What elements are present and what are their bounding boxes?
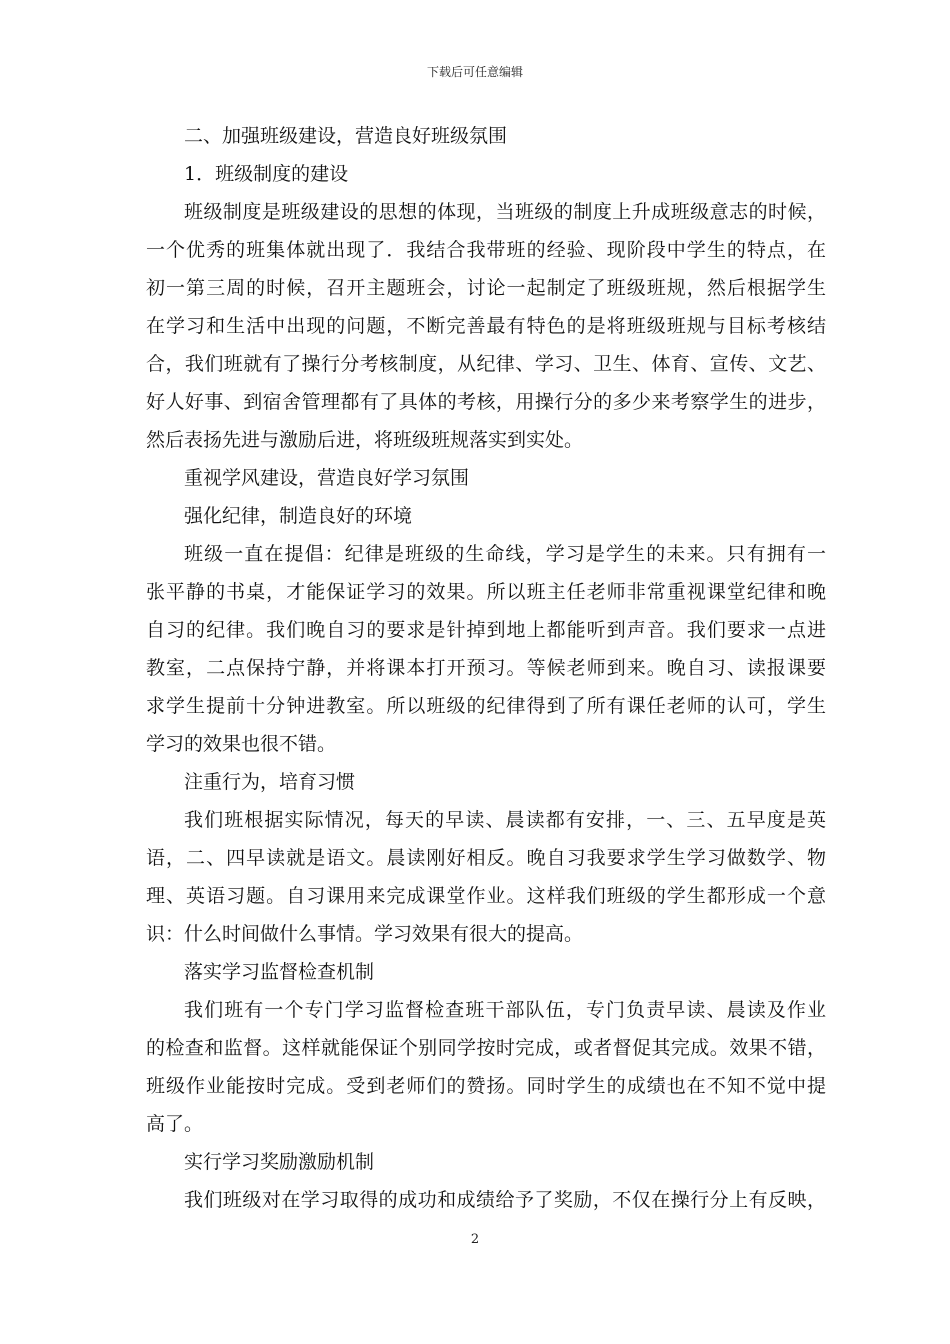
paragraph-line: 教室，二点保持宁静，并将课本打开预习。等候老师到来。晚自习、读报课要 xyxy=(146,657,826,679)
paragraph-line: 我们班级对在学习取得的成功和成绩给予了奖励，不仅在操行分上有反映， xyxy=(184,1189,826,1211)
section-heading: 落实学习监督检查机制 xyxy=(184,961,375,983)
paragraph-line: 初一第三周的时候，召开主题班会，讨论一起制定了班级班规，然后根据学生 xyxy=(146,277,826,299)
page-header: 下载后可任意编辑 xyxy=(426,65,523,79)
section-heading: 1．班级制度的建设 xyxy=(184,163,349,185)
page-number: 2 xyxy=(470,1232,480,1247)
paragraph-line: 一个优秀的班集体就出现了．我结合我带班的经验、现阶段中学生的特点，在 xyxy=(146,239,826,261)
paragraph-line: 合，我们班就有了操行分考核制度，从纪律、学习、卫生、体育、宣传、文艺、 xyxy=(146,353,826,375)
section-heading: 重视学风建设，营造良好学习氛围 xyxy=(184,467,470,489)
paragraph-line: 班级作业能按时完成。受到老师们的赞扬。同时学生的成绩也在不知不觉中提 xyxy=(146,1075,826,1097)
paragraph-line: 的检查和监督。这样就能保证个别同学按时完成，或者督促其完成。效果不错， xyxy=(146,1037,826,1059)
paragraph-line: 班级制度是班级建设的思想的体现，当班级的制度上升成班级意志的时候， xyxy=(184,201,826,223)
paragraph-line: 然后表扬先进与激励后进，将班级班规落实到实处。 xyxy=(146,429,584,451)
paragraph-line: 学习的效果也很不错。 xyxy=(146,733,337,755)
section-heading: 二、加强班级建设，营造良好班级氛围 xyxy=(184,125,508,147)
paragraph-line: 识：什么时间做什么事情。学习效果有很大的提高。 xyxy=(146,923,584,945)
paragraph-line: 理、英语习题。自习课用来完成课堂作业。这样我们班级的学生都形成一个意 xyxy=(146,885,826,907)
section-heading: 实行学习奖励激励机制 xyxy=(184,1151,375,1173)
paragraph-line: 自习的纪律。我们晚自习的要求是针掉到地上都能听到声音。我们要求一点进 xyxy=(146,619,826,641)
paragraph-line: 我们班有一个专门学习监督检查班干部队伍，专门负责早读、晨读及作业 xyxy=(184,999,826,1021)
section-heading: 强化纪律，制造良好的环境 xyxy=(184,505,413,527)
paragraph-line: 我们班根据实际情况，每天的早读、晨读都有安排，一、三、五早度是英 xyxy=(184,809,826,831)
document-body xyxy=(146,117,826,1219)
paragraph-line: 高了。 xyxy=(146,1113,204,1135)
paragraph-line: 好人好事、到宿舍管理都有了具体的考核，用操行分的多少来考察学生的进步， xyxy=(146,391,826,413)
section-heading: 注重行为，培育习惯 xyxy=(184,771,356,793)
paragraph-line: 在学习和生活中出现的问题，不断完善最有特色的是将班级班规与目标考核结 xyxy=(146,315,826,337)
paragraph-line: 求学生提前十分钟进教室。所以班级的纪律得到了所有课任老师的认可，学生 xyxy=(146,695,826,717)
paragraph-line: 语，二、四早读就是语文。晨读刚好相反。晚自习我要求学生学习做数学、物 xyxy=(146,847,826,869)
paragraph-line: 班级一直在提倡：纪律是班级的生命线，学习是学生的未来。只有拥有一 xyxy=(184,543,826,565)
paragraph-line: 张平静的书桌，才能保证学习的效果。所以班主任老师非常重视课堂纪律和晚 xyxy=(146,581,826,603)
